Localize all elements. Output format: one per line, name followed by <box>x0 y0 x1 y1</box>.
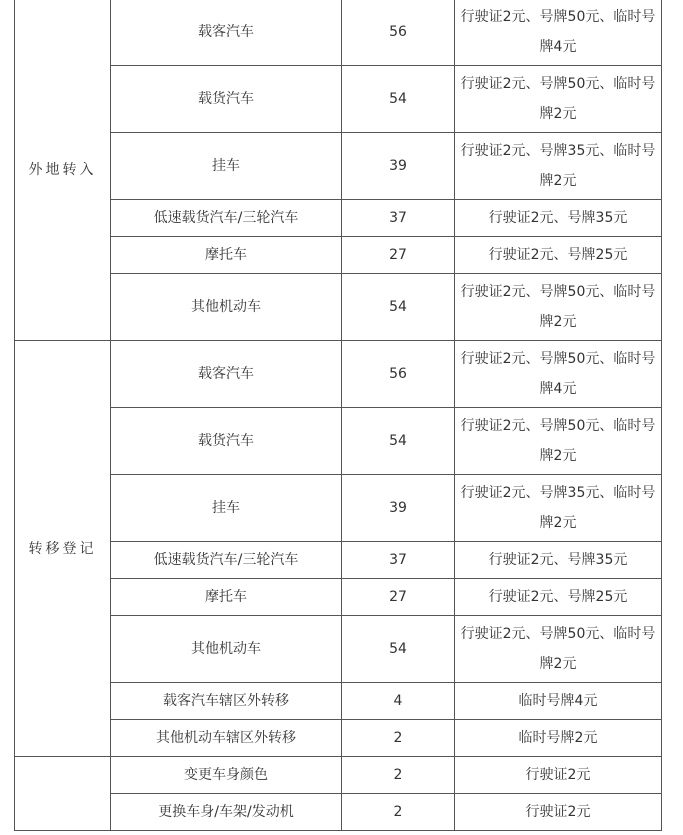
vehicle-type-cell: 其他机动车 <box>111 274 342 341</box>
amount-cell: 56 <box>342 341 455 408</box>
table-row <box>15 341 662 408</box>
table-row <box>15 720 662 757</box>
fee-detail-cell: 行驶证2元、号牌50元、临时号牌2元 <box>455 616 662 683</box>
vehicle-type-cell: 其他机动车 <box>111 616 342 683</box>
table-row <box>15 274 662 341</box>
amount-cell: 2 <box>342 757 455 794</box>
category-cell: 外地转入 <box>15 0 111 341</box>
fee-detail-cell: 行驶证2元、号牌50元、临时号牌2元 <box>455 408 662 475</box>
vehicle-type-cell: 其他机动车辖区外转移 <box>111 720 342 757</box>
fee-detail-cell: 行驶证2元、号牌35元、临时号牌2元 <box>455 133 662 200</box>
table-row <box>15 408 662 475</box>
table-row <box>15 237 662 274</box>
vehicle-type-cell: 更换车身/车架/发动机 <box>111 794 342 831</box>
amount-cell: 39 <box>342 475 455 542</box>
amount-cell: 54 <box>342 274 455 341</box>
vehicle-type-cell: 载客汽车 <box>111 341 342 408</box>
vehicle-type-cell: 载货汽车 <box>111 408 342 475</box>
vehicle-type-cell: 载货汽车 <box>111 66 342 133</box>
fee-detail-cell: 行驶证2元、号牌25元 <box>455 237 662 274</box>
amount-cell: 2 <box>342 720 455 757</box>
amount-cell: 54 <box>342 408 455 475</box>
category-cell: 转移登记 <box>15 341 111 757</box>
category-cell <box>15 757 111 831</box>
table-row <box>15 133 662 200</box>
amount-cell: 54 <box>342 616 455 683</box>
table-row <box>15 542 662 579</box>
vehicle-type-cell: 挂车 <box>111 133 342 200</box>
fee-detail-cell: 行驶证2元、号牌35元 <box>455 200 662 237</box>
table-row <box>15 579 662 616</box>
fee-detail-cell: 行驶证2元、号牌35元 <box>455 542 662 579</box>
table-row <box>15 794 662 831</box>
table-row <box>15 475 662 542</box>
vehicle-type-cell: 低速载货汽车/三轮汽车 <box>111 542 342 579</box>
vehicle-type-cell: 摩托车 <box>111 579 342 616</box>
amount-cell: 2 <box>342 794 455 831</box>
vehicle-type-cell: 载客汽车辖区外转移 <box>111 683 342 720</box>
amount-cell: 54 <box>342 66 455 133</box>
fee-detail-cell: 行驶证2元 <box>455 794 662 831</box>
amount-cell: 56 <box>342 0 455 66</box>
amount-cell: 27 <box>342 579 455 616</box>
fee-detail-cell: 行驶证2元、号牌50元、临时号牌2元 <box>455 274 662 341</box>
amount-cell: 37 <box>342 200 455 237</box>
table-row <box>15 616 662 683</box>
table-row <box>15 66 662 133</box>
fee-detail-cell: 行驶证2元、号牌50元、临时号牌4元 <box>455 341 662 408</box>
table-row <box>15 0 662 66</box>
fee-detail-cell: 行驶证2元、号牌50元、临时号牌2元 <box>455 66 662 133</box>
amount-cell: 39 <box>342 133 455 200</box>
amount-cell: 37 <box>342 542 455 579</box>
vehicle-type-cell: 低速载货汽车/三轮汽车 <box>111 200 342 237</box>
fee-detail-cell: 行驶证2元、号牌50元、临时号牌4元 <box>455 0 662 66</box>
table-row <box>15 200 662 237</box>
vehicle-type-cell: 载客汽车 <box>111 0 342 66</box>
fee-detail-cell: 行驶证2元 <box>455 757 662 794</box>
amount-cell: 27 <box>342 237 455 274</box>
fee-detail-cell: 临时号牌2元 <box>455 720 662 757</box>
table-row <box>15 683 662 720</box>
fee-detail-cell: 行驶证2元、号牌35元、临时号牌2元 <box>455 475 662 542</box>
fee-detail-cell: 行驶证2元、号牌25元 <box>455 579 662 616</box>
fee-table <box>14 0 662 831</box>
table-row <box>15 757 662 794</box>
vehicle-type-cell: 挂车 <box>111 475 342 542</box>
vehicle-type-cell: 变更车身颜色 <box>111 757 342 794</box>
fee-detail-cell: 临时号牌4元 <box>455 683 662 720</box>
amount-cell: 4 <box>342 683 455 720</box>
vehicle-type-cell: 摩托车 <box>111 237 342 274</box>
